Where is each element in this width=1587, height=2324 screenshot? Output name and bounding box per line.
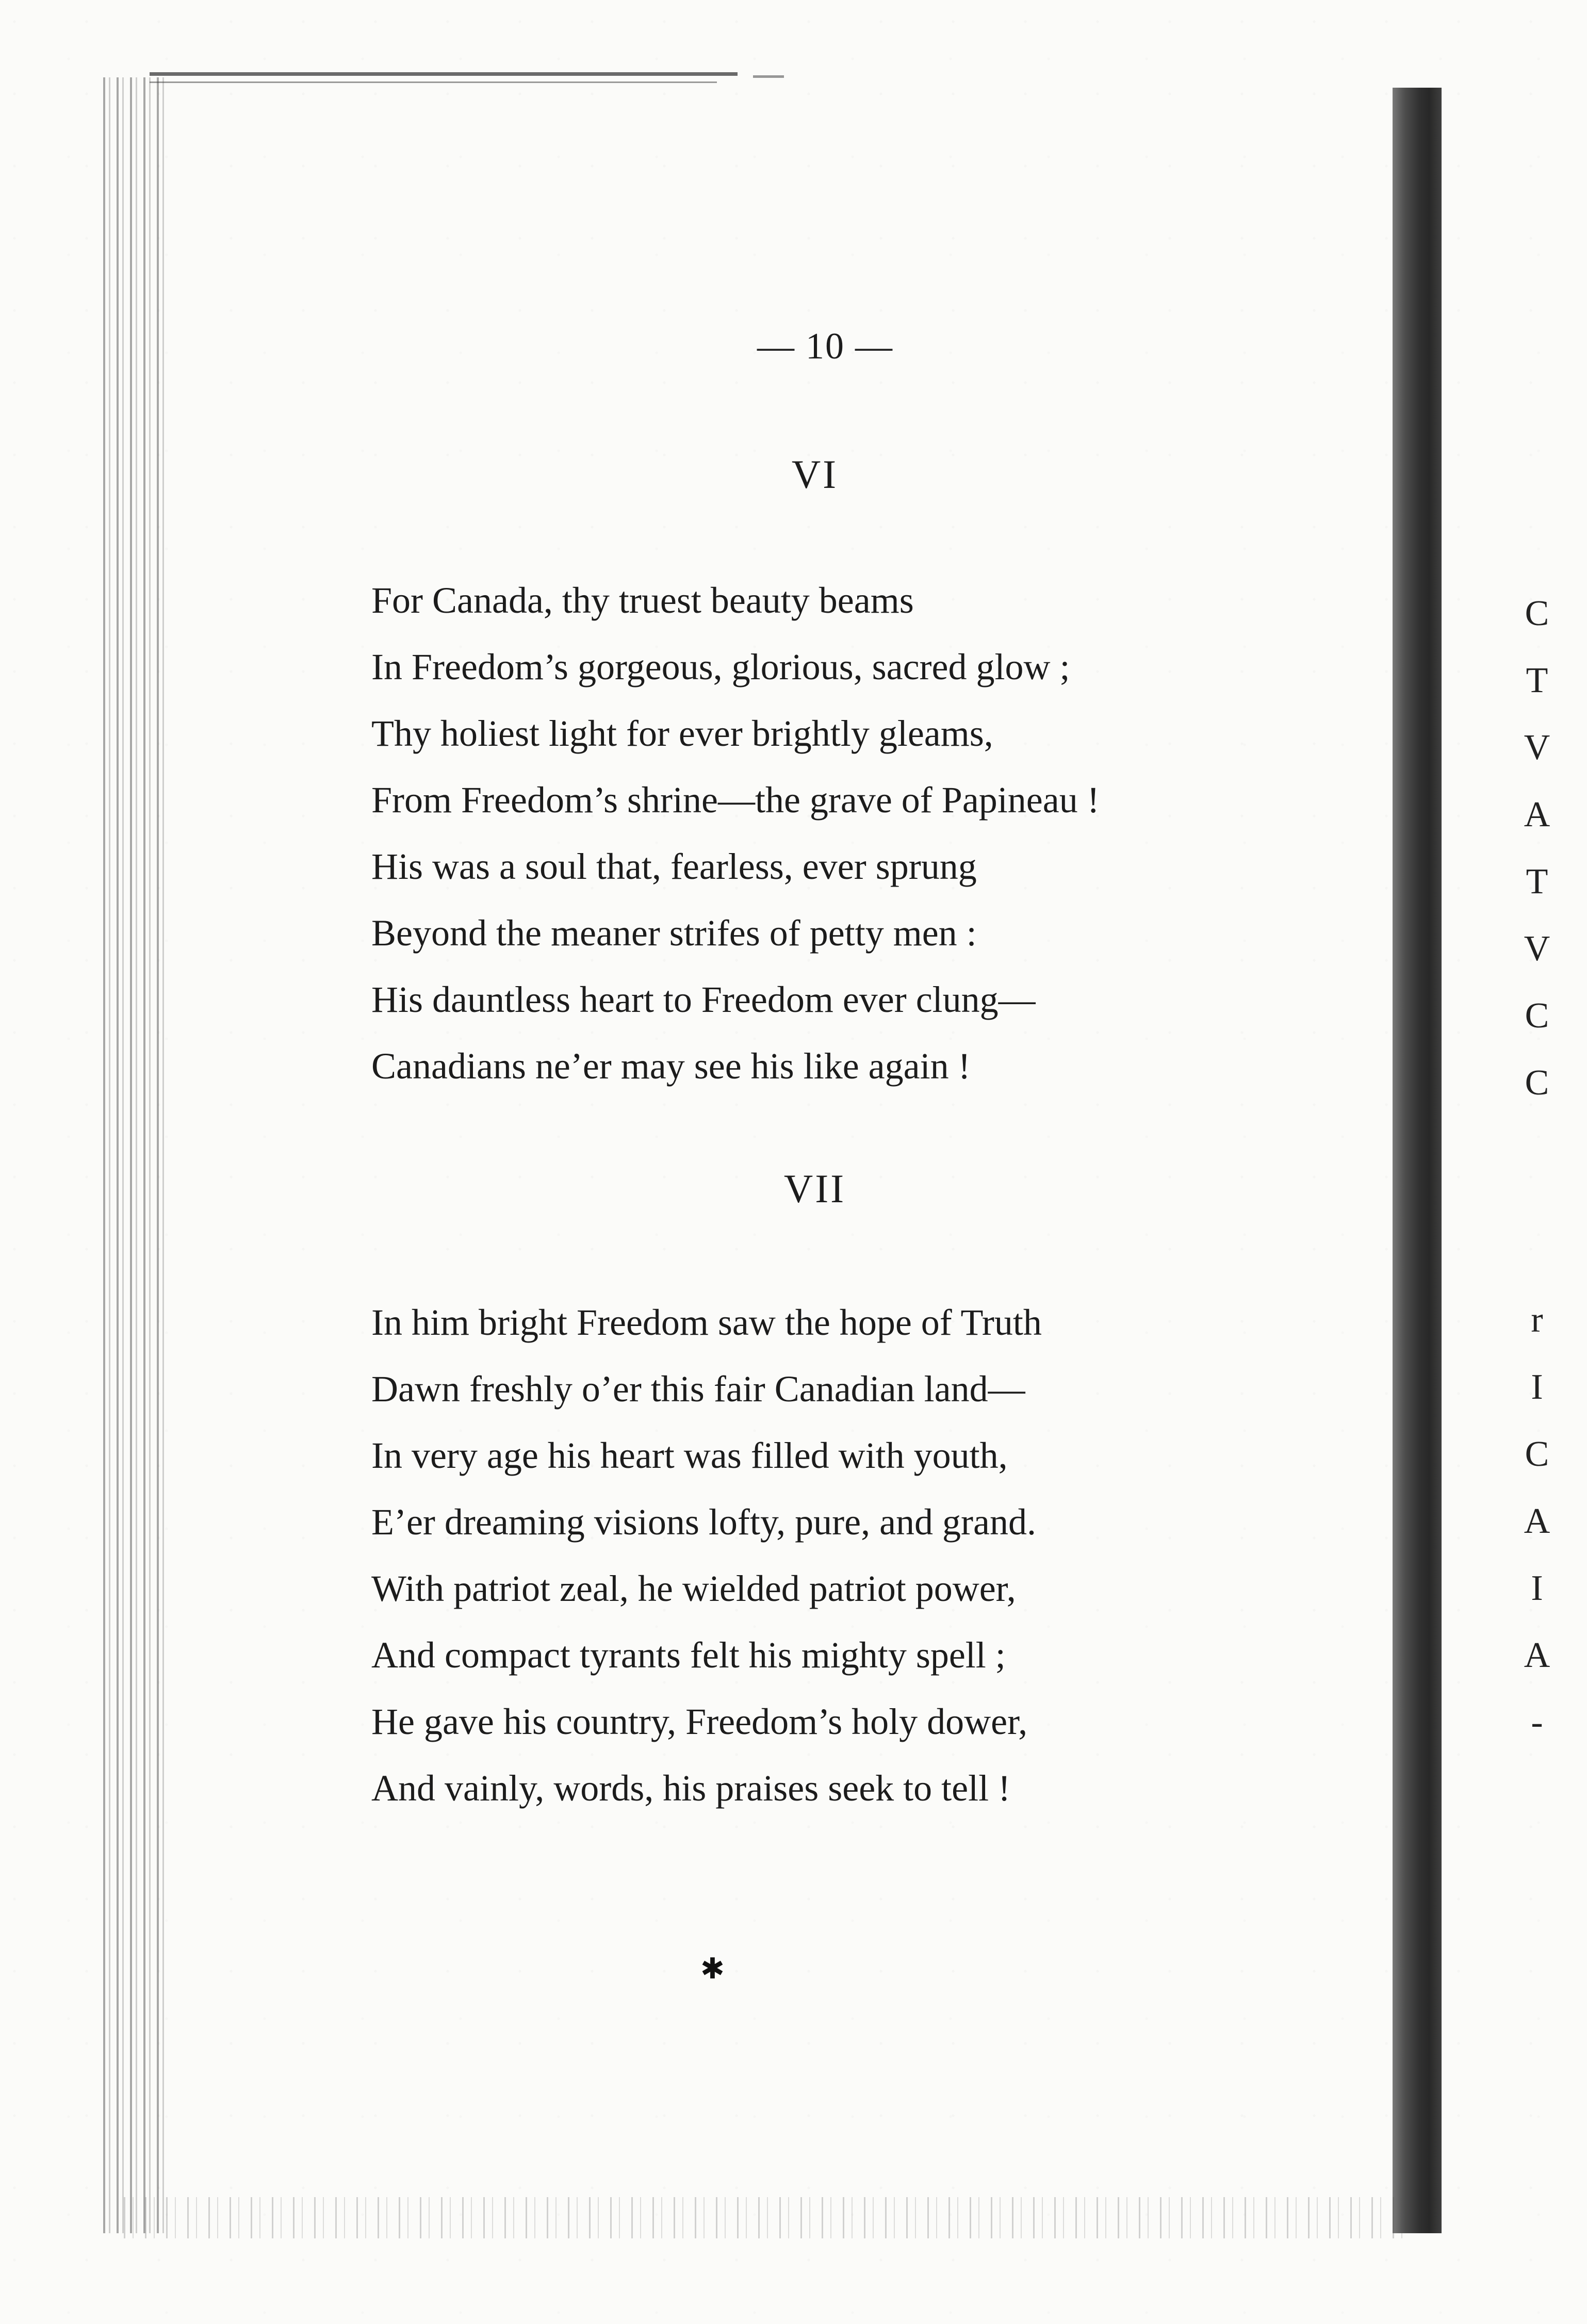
verse-line: E’er dreaming visions lofty, pure, and grand.: [371, 1501, 1036, 1543]
verse-line: Dawn freshly o’er this fair Canadian land—: [371, 1368, 1025, 1410]
top-rule-secondary: [150, 81, 717, 83]
verse-line: In very age his heart was filled with youth,: [371, 1435, 1008, 1476]
verse-line: Beyond the meaner strifes of petty men :: [371, 912, 977, 954]
facing-letter: V: [1524, 728, 1550, 767]
verse-line: His was a soul that, fearless, ever sprung: [371, 846, 977, 887]
facing-letter: C: [1525, 1434, 1549, 1474]
right-binding-shadow: [1393, 88, 1442, 2233]
facing-letter: r: [1531, 1300, 1543, 1340]
stanza-vi: [371, 567, 1351, 1100]
verse-line: Thy holiest light for ever brightly gleams,: [371, 713, 993, 754]
facing-letter: A: [1524, 1635, 1550, 1675]
facing-letter: C: [1525, 594, 1549, 633]
facing-page-letters-lower: [1506, 1300, 1568, 1769]
facing-letter: A: [1524, 1501, 1550, 1541]
facing-letter: C: [1525, 1063, 1549, 1103]
facing-letter: T: [1526, 661, 1548, 700]
verse-line: In Freedom’s gorgeous, glorious, sacred glow ;: [371, 646, 1070, 688]
left-binding-edge: [103, 77, 170, 2233]
verse-line: And compact tyrants felt his mighty spell ;: [371, 1634, 1006, 1676]
verse-line: His dauntless heart to Freedom ever clung—: [371, 979, 1036, 1020]
verse-line: He gave his country, Freedom’s holy dower,: [371, 1701, 1028, 1742]
verse-line: Canadians ne’er may see his like again !: [371, 1045, 971, 1087]
top-dash: [753, 75, 784, 78]
verse-line: And vainly, words, his praises seek to tell !: [371, 1767, 1011, 1809]
verse-line: With patriot zeal, he wielded patriot power,: [371, 1568, 1016, 1609]
facing-letter: A: [1524, 795, 1550, 834]
facing-letter: T: [1526, 862, 1548, 902]
facing-page-letters-upper: [1506, 593, 1568, 1130]
stanza-vii: [371, 1289, 1351, 1822]
verse-line: From Freedom’s shrine—the grave of Papineau !: [371, 779, 1100, 821]
facing-letter: I: [1531, 1568, 1543, 1608]
bottom-edge-noise: [124, 2197, 1413, 2238]
facing-letter: V: [1524, 929, 1550, 969]
page-number: — 10 —: [757, 325, 893, 367]
facing-letter: I: [1531, 1367, 1543, 1407]
facing-letter: -: [1531, 1703, 1543, 1742]
top-rule: [150, 72, 738, 76]
verse-line: For Canada, thy truest beauty beams: [371, 580, 914, 621]
stanza-heading-vii: VII: [783, 1166, 846, 1211]
stanza-heading-vi: VI: [791, 452, 839, 497]
facing-letter: C: [1525, 996, 1549, 1036]
ornament-mark: ✱: [700, 1953, 725, 1985]
verse-line: In him bright Freedom saw the hope of Truth: [371, 1302, 1042, 1343]
